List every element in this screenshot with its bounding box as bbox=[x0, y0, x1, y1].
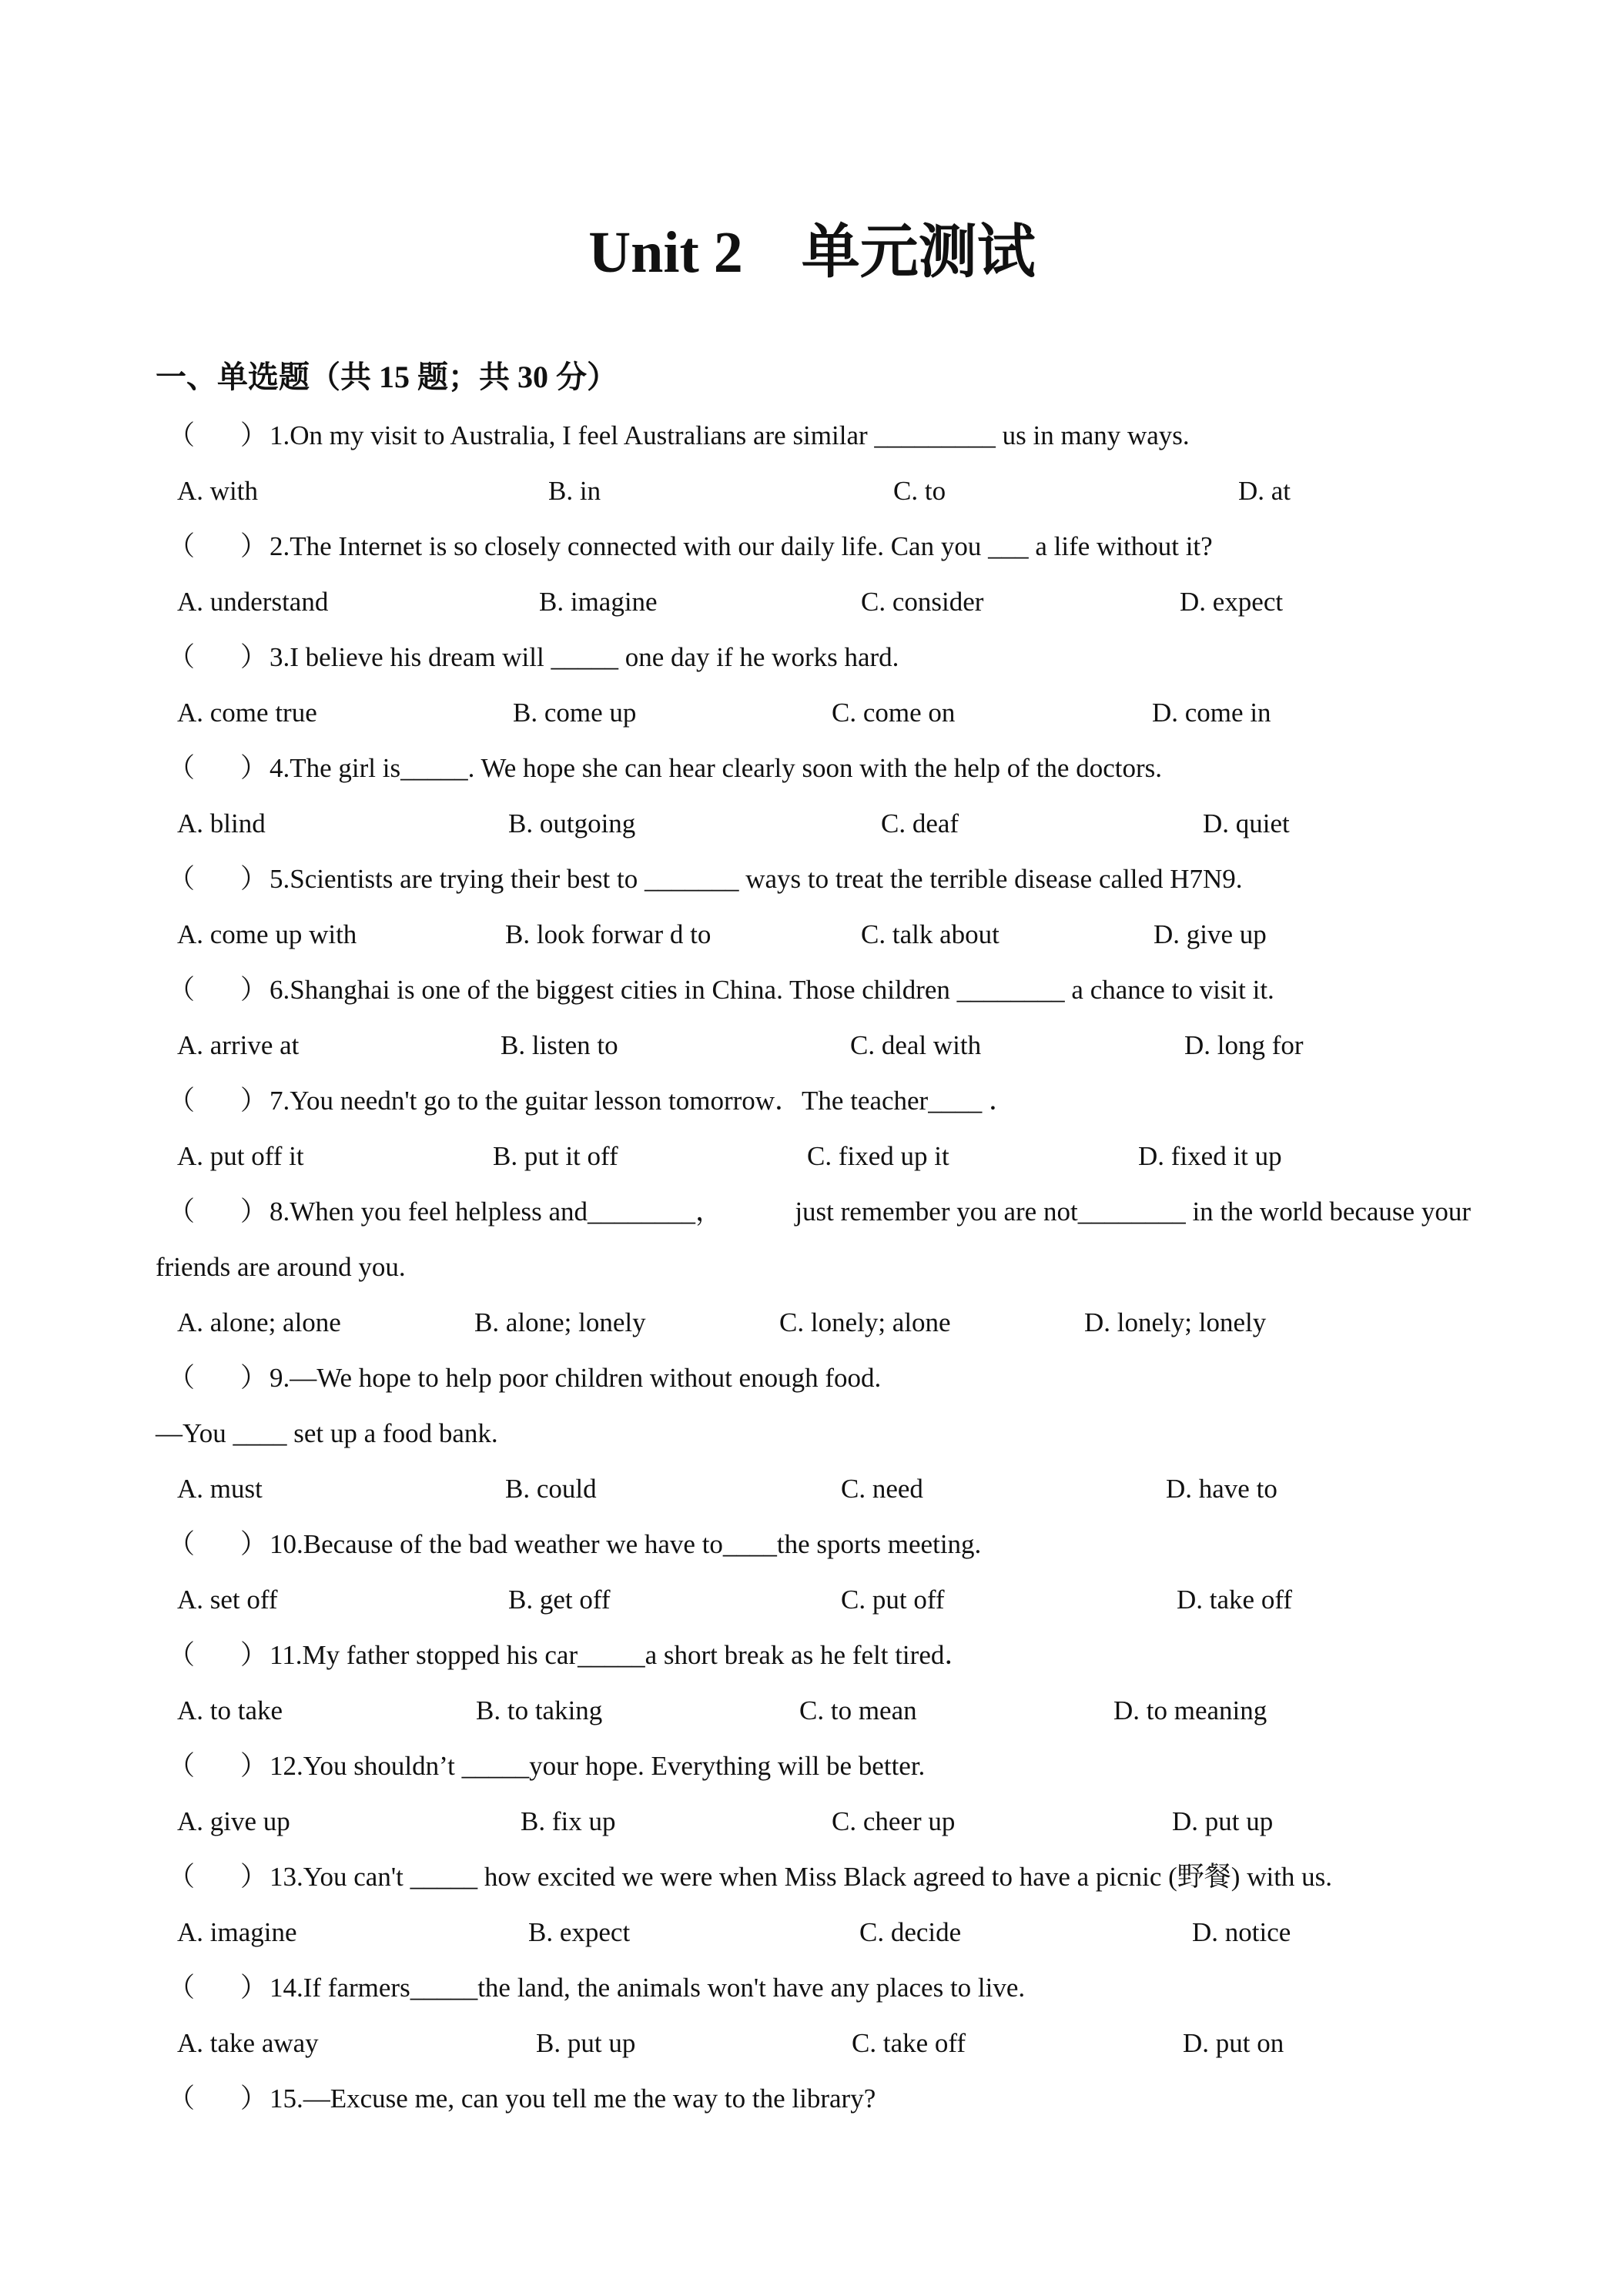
option-b[interactable]: B. put up bbox=[536, 2028, 636, 2058]
answer-paren-left[interactable]: （ bbox=[168, 531, 196, 561]
question-1-options bbox=[0, 464, 1624, 519]
answer-paren-left[interactable]: （ bbox=[168, 1862, 196, 1892]
question-text: 7.You needn't go to the guitar lesson tomorrow．The teacher____ ． bbox=[270, 1086, 1016, 1116]
question-4-options bbox=[0, 796, 1624, 852]
answer-paren-left[interactable]: （ bbox=[168, 420, 196, 450]
answer-paren-left[interactable]: （ bbox=[168, 1197, 196, 1227]
question-3 bbox=[0, 630, 1624, 685]
answer-paren-left[interactable]: （ bbox=[168, 1640, 196, 1670]
answer-paren-right: ） bbox=[240, 1197, 268, 1227]
question-text: 11.My father stopped his car_____a short break as he felt tired． bbox=[270, 1640, 972, 1670]
option-c[interactable]: C. talk about bbox=[861, 919, 1000, 949]
question-9-options bbox=[0, 1461, 1624, 1517]
question-14 bbox=[0, 1960, 1624, 2016]
option-b[interactable]: B. alone; lonely bbox=[474, 1307, 646, 1337]
question-text: 9.—We hope to help poor children without enough food. bbox=[270, 1363, 882, 1393]
question-4 bbox=[0, 741, 1624, 796]
option-b[interactable]: B. outgoing bbox=[508, 808, 636, 838]
question-text: 12.You shouldn’t _____your hope. Everything will be better. bbox=[270, 1751, 926, 1781]
answer-paren-right: ） bbox=[240, 975, 268, 1005]
option-c[interactable]: C. consider bbox=[861, 587, 984, 617]
question-text-part1: 8.When you feel helpless and________， bbox=[270, 1197, 723, 1227]
option-b[interactable]: B. listen to bbox=[501, 1030, 618, 1060]
option-a[interactable]: A. arrive at bbox=[177, 1030, 300, 1060]
option-d[interactable]: D. fixed it up bbox=[1138, 1141, 1282, 1171]
option-a[interactable]: A. must bbox=[177, 1474, 263, 1504]
option-b[interactable]: B. put it off bbox=[493, 1141, 618, 1171]
question-15 bbox=[0, 2071, 1624, 2127]
answer-paren-right: ） bbox=[240, 2083, 268, 2114]
question-5 bbox=[0, 852, 1624, 907]
option-a[interactable]: A. set off bbox=[177, 1585, 278, 1615]
question-6 bbox=[0, 962, 1624, 1018]
option-a[interactable]: A. understand bbox=[177, 587, 329, 617]
question-10 bbox=[0, 1517, 1624, 1572]
question-text: 3.I believe his dream will _____ one day if he works hard. bbox=[270, 642, 899, 672]
option-a[interactable]: A. with bbox=[177, 476, 258, 506]
answer-paren-right: ） bbox=[240, 1529, 268, 1559]
option-c[interactable]: C. to bbox=[893, 476, 946, 506]
answer-paren-left[interactable]: （ bbox=[168, 864, 196, 894]
option-c[interactable]: C. put off bbox=[841, 1585, 945, 1615]
question-12-options bbox=[0, 1794, 1624, 1849]
answer-paren-right: ） bbox=[240, 642, 268, 672]
option-d[interactable]: D. expect bbox=[1180, 587, 1284, 617]
option-a[interactable]: A. blind bbox=[177, 808, 266, 838]
question-8-continuation bbox=[0, 1240, 1624, 1295]
answer-paren-right: ） bbox=[240, 420, 268, 450]
option-d[interactable]: D. take off bbox=[1177, 1585, 1292, 1615]
option-b[interactable]: B. fix up bbox=[521, 1806, 616, 1836]
option-c[interactable]: C. take off bbox=[852, 2028, 966, 2058]
answer-paren-left[interactable]: （ bbox=[168, 975, 196, 1005]
question-7-options bbox=[0, 1129, 1624, 1184]
option-d[interactable]: D. at bbox=[1238, 476, 1291, 506]
question-5-options bbox=[0, 907, 1624, 962]
question-10-options bbox=[0, 1572, 1624, 1628]
question-11 bbox=[0, 1628, 1624, 1683]
page-title: Unit 2 单元测试 bbox=[588, 220, 1036, 285]
option-c[interactable]: C. decide bbox=[859, 1917, 962, 1947]
question-9-continuation bbox=[0, 1406, 1624, 1461]
question-3-options bbox=[0, 685, 1624, 741]
question-text-part2: just remember you are not________ in the world because your bbox=[795, 1197, 1471, 1227]
answer-paren-left[interactable]: （ bbox=[168, 1751, 196, 1781]
option-c[interactable]: C. lonely; alone bbox=[779, 1307, 951, 1337]
option-b[interactable]: B. could bbox=[505, 1474, 597, 1504]
question-8-options bbox=[0, 1295, 1624, 1350]
question-11-options bbox=[0, 1683, 1624, 1739]
option-d[interactable]: D. quiet bbox=[1203, 808, 1290, 838]
question-8 bbox=[0, 1184, 1624, 1240]
option-a[interactable]: A. to take bbox=[177, 1695, 283, 1725]
question-2-options bbox=[0, 574, 1624, 630]
option-c[interactable]: C. fixed up it bbox=[807, 1141, 949, 1171]
question-text-continuation: —You ____ set up a food bank. bbox=[156, 1418, 498, 1448]
option-b[interactable]: B. in bbox=[548, 476, 601, 506]
option-c[interactable]: C. need bbox=[841, 1474, 923, 1504]
answer-paren-left[interactable]: （ bbox=[168, 1363, 196, 1393]
option-a[interactable]: A. give up bbox=[177, 1806, 290, 1836]
option-c[interactable]: C. cheer up bbox=[832, 1806, 956, 1836]
question-text: 1.On my visit to Australia, I feel Australians are similar _________ us in many ways. bbox=[270, 420, 1190, 450]
option-d[interactable]: D. come in bbox=[1152, 698, 1271, 728]
option-c[interactable]: C. to mean bbox=[799, 1695, 917, 1725]
answer-paren-right: ） bbox=[240, 864, 268, 894]
answer-paren-right: ） bbox=[240, 1640, 268, 1670]
question-text: 5.Scientists are trying their best to _______ ways to treat the terrible disease called H7N9. bbox=[270, 864, 1243, 894]
answer-paren-left[interactable]: （ bbox=[168, 2083, 196, 2114]
question-text: 6.Shanghai is one of the biggest cities in China. Those children ________ a chance to visit it. bbox=[270, 975, 1274, 1005]
option-b[interactable]: B. get off bbox=[508, 1585, 611, 1615]
option-d[interactable]: D. have to bbox=[1166, 1474, 1277, 1504]
option-a[interactable]: A. put off it bbox=[177, 1141, 304, 1171]
answer-paren-left[interactable]: （ bbox=[168, 1529, 196, 1559]
option-a[interactable]: A. alone; alone bbox=[177, 1307, 341, 1337]
question-text: 15.—Excuse me, can you tell me the way to the library? bbox=[270, 2083, 876, 2114]
answer-paren-right: ） bbox=[240, 531, 268, 561]
option-a[interactable]: A. come true bbox=[177, 698, 317, 728]
option-b[interactable]: B. to taking bbox=[476, 1695, 603, 1725]
option-d[interactable]: D. give up bbox=[1154, 919, 1267, 949]
question-1 bbox=[0, 408, 1624, 464]
option-b[interactable]: B. expect bbox=[528, 1917, 631, 1947]
question-text: 14.If farmers_____the land, the animals won't have any places to live. bbox=[270, 1973, 1026, 2003]
option-a[interactable]: A. take away bbox=[177, 2028, 319, 2058]
question-9 bbox=[0, 1350, 1624, 1406]
option-c[interactable]: C. deal with bbox=[850, 1030, 982, 1060]
question-7 bbox=[0, 1073, 1624, 1129]
answer-paren-right: ） bbox=[240, 1862, 268, 1892]
question-text: 10.Because of the bad weather we have to____the sports meeting. bbox=[270, 1529, 982, 1559]
option-b[interactable]: B. imagine bbox=[539, 587, 658, 617]
answer-paren-right: ） bbox=[240, 1973, 268, 2003]
answer-paren-right: ） bbox=[240, 1363, 268, 1393]
option-d[interactable]: D. to meaning bbox=[1113, 1695, 1267, 1725]
question-text: 13.You can't _____ how excited we were when Miss Black agreed to have a picnic (野餐) with us. bbox=[270, 1862, 1333, 1892]
section-heading: 一、单选题（共 15 题；共 30 分） bbox=[156, 360, 618, 394]
question-text: 4.The girl is_____. We hope she can hear clearly soon with the help of the doctors. bbox=[270, 753, 1162, 783]
option-d[interactable]: D. lonely; lonely bbox=[1084, 1307, 1267, 1337]
option-a[interactable]: A. imagine bbox=[177, 1917, 297, 1947]
option-c[interactable]: C. deaf bbox=[881, 808, 959, 838]
option-b[interactable]: B. look forwar d to bbox=[505, 919, 712, 949]
question-13-options bbox=[0, 1905, 1624, 1960]
answer-paren-right: ） bbox=[240, 753, 268, 783]
answer-paren-left[interactable]: （ bbox=[168, 753, 196, 783]
question-13 bbox=[0, 1849, 1624, 1905]
answer-paren-right: ） bbox=[240, 1751, 268, 1781]
question-text bbox=[270, 1184, 1471, 1240]
answer-paren-left[interactable]: （ bbox=[168, 1973, 196, 2003]
answer-paren-right: ） bbox=[240, 1086, 268, 1116]
question-14-options bbox=[0, 2016, 1624, 2071]
option-d[interactable]: D. long for bbox=[1184, 1030, 1304, 1060]
question-text: 2.The Internet is so closely connected with our daily life. Can you ___ a life without it? bbox=[270, 531, 1213, 561]
option-c[interactable]: C. come on bbox=[832, 698, 956, 728]
answer-paren-left[interactable]: （ bbox=[168, 1086, 196, 1116]
option-d[interactable]: D. put up bbox=[1172, 1806, 1274, 1836]
option-d[interactable]: D. put on bbox=[1183, 2028, 1284, 2058]
answer-paren-left[interactable]: （ bbox=[168, 642, 196, 672]
option-b[interactable]: B. come up bbox=[513, 698, 637, 728]
option-a[interactable]: A. come up with bbox=[177, 919, 357, 949]
question-2 bbox=[0, 519, 1624, 574]
question-6-options bbox=[0, 1018, 1624, 1073]
question-12 bbox=[0, 1739, 1624, 1794]
question-text-continuation: friends are around you. bbox=[156, 1252, 406, 1282]
option-d[interactable]: D. notice bbox=[1192, 1917, 1291, 1947]
